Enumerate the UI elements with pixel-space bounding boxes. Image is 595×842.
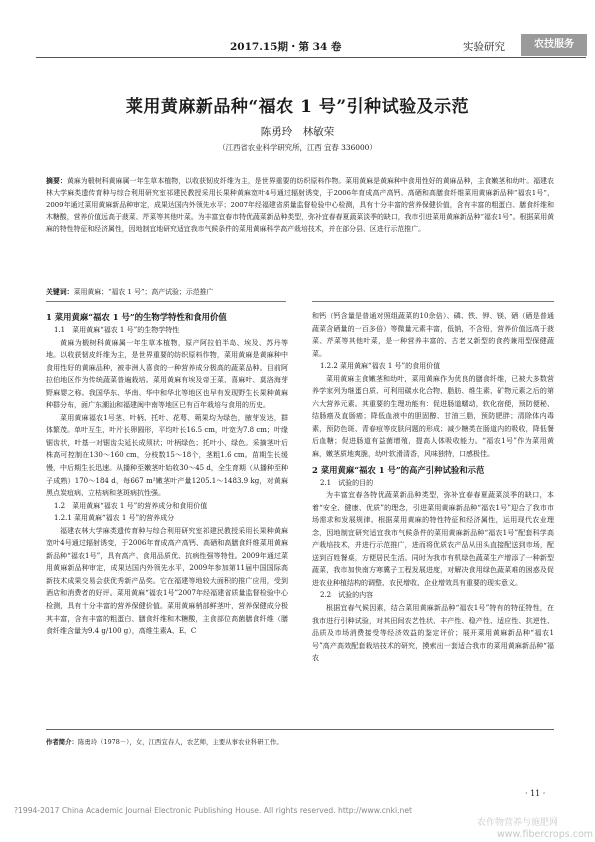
- footnote-text: 陈勇玲（1978－），女，江西宜春人，农艺师，主要从事农业科研工作。: [77, 738, 283, 746]
- header-divider: [36, 57, 586, 58]
- footnote-divider: [46, 729, 554, 730]
- footnote-label: 作者简介：: [46, 738, 78, 746]
- page-number: · 11 ·: [525, 789, 546, 798]
- subsection-heading: 1.1 菜用黄麻“福农 1 号”的生物学特性: [54, 326, 180, 334]
- author-bio-footnote: [46, 737, 283, 746]
- subsubsection-heading: 1.2.2 菜用黄麻“福农 1 号”的食用价值: [320, 362, 441, 371]
- subsection-heading: 2.2 试验的内容: [320, 591, 374, 600]
- keywords: [46, 286, 554, 296]
- watermark-url: www.fibercrops.com: [497, 829, 594, 840]
- subsection-heading: 1.2 菜用黄麻“福农 1 号”的营养成分和食用价值: [54, 501, 208, 510]
- article-title: 莱用黄麻新品种“福农 1 号”引种试验及示范: [125, 97, 470, 117]
- paragraph: 为丰富宜春各特优蔬菜新品种类型，弥补宜春春夏蔬菜淡季的缺口，本着“安全、健康、优质”的理念，引进菜用黄麻新品种“福农1号”迎合了我市市场需求和发展规律。根据菜用黄麻的特性特征和经济属性，运用现代农业理念，因地制宜研究适宜我市气候条件的菜用黄麻新品种“福农1号”配套科学高产栽培技术，并进行示范推广，进而将优质农产品从田头直接配送到市场，配送到百姓餐桌，方便居民生活。同时为我市有机绿色蔬菜生产增添了一种新型蔬菜，我市加快南方寒冀子工程发展进度，对解决食用绿色蔬菜难的困惑及促进农业种植结构的调整、农民增收、企业增效具有重要的现实意义。: [312, 491, 554, 587]
- paragraph: 菜用黄麻福农1号茎、叶柄、托叶、花萼、蒴果均为绿色，腋芽发达，群体繁茂。单叶互生，叶片长卵圆形，平均叶长16.5 cm，叶宽为7.8 cm；叶缘锯齿状，叶基一对锯齿尖延长成须状；叶柄绿色；托叶小、绿色。采摘茎叶后株高可控制在130～160 cm，分枝数15～18个，茎粗1.6 cm。苗期生长缓慢，中后期生长迅速。从播种至嫩茎叶始收30～45 d，全生育期（从播种至种子成熟）170～184 d，每667 m²嫩茎叶产量1205.1～1483.9 kg，对黄麻黑点炭疽病、立枯病和茎斑病抗性强。: [46, 413, 288, 498]
- paragraph: 黄麻为椴树科黄麻属一年生草本植物，原产阿拉伯半岛、埃及、苏丹等地。以收获韧皮纤维为主，是世界重要的纺织原料作物，菜用黄麻是黄麻种中食用性好的黄麻品种，被非洲人喜食的一种营养成分极高的蔬菜品种。目前阿拉伯地区作为传统蔬菜普遍栽培。菜用黄麻有埃及帝王菜、喜麻叶、莫洛海芽野麻婴之称。我国华东、华南、华中和华北等地区也早有发现野生长果种黄麻种群分布，面广东潮汕和福建闽中南等地区已有百年栽培与食用的历史。: [46, 338, 288, 410]
- body-column-left: [46, 310, 288, 638]
- journal-issue: 2017.15期・第 34 卷: [230, 41, 342, 53]
- section-heading: 2 菜用黄麻“福农 1 号”的高产引种试验和示范: [312, 464, 485, 475]
- article-authors: 陈勇玲 林敏荣: [260, 126, 335, 138]
- section-heading: 1 菜用黄麻“福农 1 号”的生物学特性和食用价值: [46, 312, 227, 322]
- section-tag: 农技服务: [521, 34, 587, 56]
- abstract-label: 摘要：: [46, 177, 67, 185]
- section-column: 实验研究: [463, 41, 505, 53]
- paragraph: 菜用黄麻主食嫩茎和幼叶，菜用黄麻作为优良的膳食纤维，已被大多数营养学家列为继蛋白质、可利用碳水化合物、脂肪、维生素、矿物元素之后的第六大营养元素。其重要的生理功能有：促进肠道蠕动，软化宿便，预防便秘、结肠癌及直肠癌；降低血液中的胆固醇、甘油三脂，预防肥胖；清除体内毒素，预防色斑、青春痘等皮肤问题的形成；减少糖类在肠道内的吸收，降低餐后血糖；促进肠道有益菌增殖，提高人体吸收能力。“福农1号”作为菜用黄麻，嫩茎质地爽脆，幼叶软滑清香，风味独特，口感极佳。: [312, 374, 554, 459]
- body-column-right: [312, 310, 554, 665]
- column-divider-left: [46, 301, 286, 302]
- subsection-heading: 2.1 试验的目的: [320, 478, 374, 487]
- keywords-label: 关键词：: [46, 288, 74, 296]
- column-divider-right: [312, 301, 554, 302]
- copyright-line: ?1994-2017 China Academic Journal Electronic Publishing House. All rights reserved. http://www.cnki.net: [14, 806, 413, 815]
- paragraph: 根据宜春气候因素，结合菜用黄麻新品种“福农1号”特有的特征特性，在我市进行引种试验，对其田间农艺性状、丰产性、稳产性、适应性、抗逆性、品质及市场消费接受等经济效益的鉴定评价；展开菜用黄麻新品种“福农1号”高产高效配套栽培技术的研究，摸索出一套适合我市的菜用黄麻新品种“福农: [312, 604, 554, 663]
- abstract-text: 黄麻为椴树科黄麻属一年生草本植物，以收获韧皮纤维为主，是世界重要的纺织原料作物。菜用黄麻是黄麻种中食用性好的黄麻品种，主食嫩茎和幼叶。福建农林大学麻类遗传育种与综合利用研究室祁建民教授采用长果种黄麻宽叶4号通过辐射诱变，于2006年育成高产高钙、高硒和高膳食纤维菜用黄麻新品种“福农1号”，2009年通过菜用黄麻新品种审定，成果达国内外领先水平；2007年经福建省质量监督检验中心检测，具有十分丰富的营养保健价值，含有丰富的粗蛋白、膳食纤维和木糖酸，营养价值远高于菠菜、芹菜等其他叶菜。为丰富宜春市特优蔬菜新品种类型，弥补宜春春夏蔬菜淡季的缺口，我市引进菜用黄麻新品种“福农1号”。根据菜用黄麻的特性特征和经济属性，因地制宜地研究适宜我市气候条件的菜用黄麻科学高产栽培技术，并在部分县、区进行示范推广。: [46, 177, 555, 233]
- paragraph: 福建农林大学麻类遗传育种与综合利用研究室祁建民教授采用长果种黄麻宽叶4号通过辐射诱变，于2006年育成高产高钙、高硒和高膳食纤维菜用黄麻新品种“福农1号”，具有高产、食用品质优、抗病性强等特性。2009年通过菜用黄麻新品种审定，成果达国内外领先水平，2009年参加第11届中国国际高新技术成果交易会获优秀新产品奖。它在福建等地较大面积的推广应用，受到酒店和消费者的好评。菜用黄麻“福农1号”2007年经福建省质量监督检验中心检测，具有十分丰富的营养保健价值。菜用黄麻梢部鲜茎叶，营养保健成分极其丰富，含有丰富的粗蛋白、膳食纤维和木糖酸，主食部位高菌膳食纤维（膳食纤维含量为9.4 g/100 g），高维生素A、E、C: [46, 526, 288, 636]
- keywords-text: 菜用黄麻；“福农 1 号”；高产试验；示范推广: [73, 288, 214, 296]
- paragraph-continued: 和钙（钙含量是普通对照组蔬菜的10余倍）、磷、铁、钾、镁、硒（硒是普通蔬菜含硒量的一百多倍）等微量元素丰富，低钠，不含铅，营养价值远高于菠菜、芹菜等其他叶菜，是一种营养丰富的、古老又新型的食药兼用型保健蔬菜。: [312, 312, 554, 358]
- subsubsection-heading: 1.2.1 菜用黄麻“福农 1 号”的营养成分: [54, 514, 175, 523]
- author-affiliation: （江西省农业科学研究所，江西 宜春 336000）: [218, 143, 377, 152]
- watermark-text: 农作物营养与施肥网: [477, 818, 559, 828]
- abstract: [46, 175, 554, 235]
